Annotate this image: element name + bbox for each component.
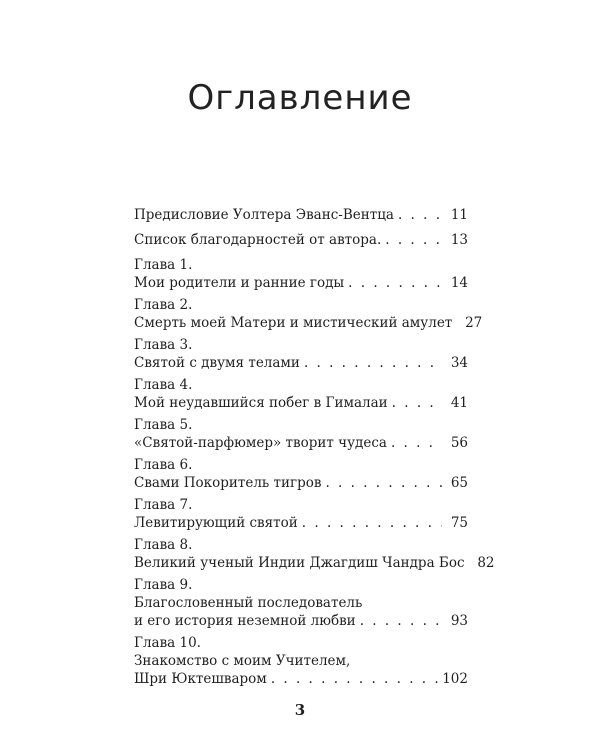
dot-leader: [391, 434, 442, 452]
entry-leader-line: [134, 670, 468, 688]
entry-page-number: 41: [450, 395, 468, 411]
entry-title-line: Свами Покоритель тигров: [134, 475, 322, 491]
entry-leader-line: [134, 434, 468, 452]
dot-leader: [385, 231, 442, 249]
chapter-label: Глава 6.: [134, 457, 193, 473]
entry-leader-line: [134, 612, 468, 630]
entry-leader-line: [134, 354, 468, 372]
chapter-label: Глава 8.: [134, 537, 193, 553]
dot-leader: [325, 474, 442, 492]
entry-page-number: 11: [450, 207, 468, 223]
entry-title-line: «Святой-парфюмер» творит чудеса: [134, 435, 387, 451]
entry-title-line: Мои родители и ранние годы: [134, 275, 345, 291]
table-of-contents: [134, 206, 495, 692]
toc-entry[interactable]: [134, 256, 468, 292]
entry-leader-line: [134, 514, 468, 532]
toc-entry[interactable]: [134, 576, 468, 630]
entry-page-number: 13: [450, 232, 468, 248]
toc-entry[interactable]: [134, 206, 468, 224]
toc-entry[interactable]: [134, 536, 495, 572]
dot-leader: [304, 354, 442, 372]
toc-entry[interactable]: [134, 496, 468, 532]
toc-entry[interactable]: [134, 296, 483, 332]
entry-leader-line: [134, 274, 468, 292]
entry-leader-line: [134, 314, 483, 332]
chapter-label: Глава 4.: [134, 377, 193, 393]
toc-entry[interactable]: [134, 456, 468, 492]
chapter-label: Глава 3.: [134, 337, 193, 353]
entry-page-number: 65: [450, 475, 468, 491]
entry-page-number: 27: [465, 315, 483, 331]
dot-leader: [302, 514, 442, 532]
toc-entry[interactable]: [134, 231, 468, 249]
entry-page-number: 56: [450, 435, 468, 451]
entry-title-line: Список благодарностей от автора.: [134, 232, 382, 248]
page-title: Оглавление: [187, 78, 413, 118]
chapter-label: Глава 1.: [134, 257, 193, 273]
toc-entry[interactable]: [134, 634, 468, 688]
entry-title-line: Смерть моей Матери и мистический амулет: [134, 315, 453, 331]
entry-title-line: Благословенный последователь: [134, 595, 363, 611]
dot-leader: [348, 274, 442, 292]
chapter-label: Глава 9.: [134, 577, 193, 593]
entry-leader-line: [134, 474, 468, 492]
entry-title-line: Шри Юктешваром: [134, 671, 267, 687]
entry-title-line: Знакомство с моим Учителем,: [134, 653, 351, 669]
dot-leader: [271, 670, 438, 688]
entry-title-line: Святой с двумя телами: [134, 355, 300, 371]
dot-leader: [392, 394, 442, 412]
page-number: 3: [294, 701, 306, 719]
entry-leader-line: [134, 394, 468, 412]
dot-leader: [398, 206, 442, 224]
toc-entry[interactable]: [134, 336, 468, 372]
chapter-label: Глава 2.: [134, 297, 193, 313]
entry-title-line: Великий ученый Индии Джагдиш Чандра Бос: [134, 555, 465, 571]
chapter-label: Глава 10.: [134, 635, 201, 651]
entry-page-number: 82: [477, 555, 495, 571]
entry-page-number: 75: [450, 515, 468, 531]
entry-page-number: 14: [450, 275, 468, 291]
chapter-label: Глава 5.: [134, 417, 193, 433]
entry-page-number: 34: [450, 355, 468, 371]
chapter-label: Глава 7.: [134, 497, 193, 513]
entry-leader-line: [134, 554, 495, 572]
entry-title-line: Левитирующий святой: [134, 515, 298, 531]
entry-page-number: 102: [442, 671, 468, 687]
entry-leader-line: [134, 231, 468, 249]
entry-title-line: и его история неземной любви: [134, 613, 356, 629]
entry-leader-line: [134, 206, 468, 224]
entry-title-line: Предисловие Уолтера Эванс-Вентца: [134, 207, 394, 223]
toc-entry[interactable]: [134, 376, 468, 412]
entry-page-number: 93: [450, 613, 468, 629]
entry-title-line: Мой неудавшийся побег в Гималаи: [134, 395, 388, 411]
toc-entry[interactable]: [134, 416, 468, 452]
dot-leader: [360, 612, 442, 630]
